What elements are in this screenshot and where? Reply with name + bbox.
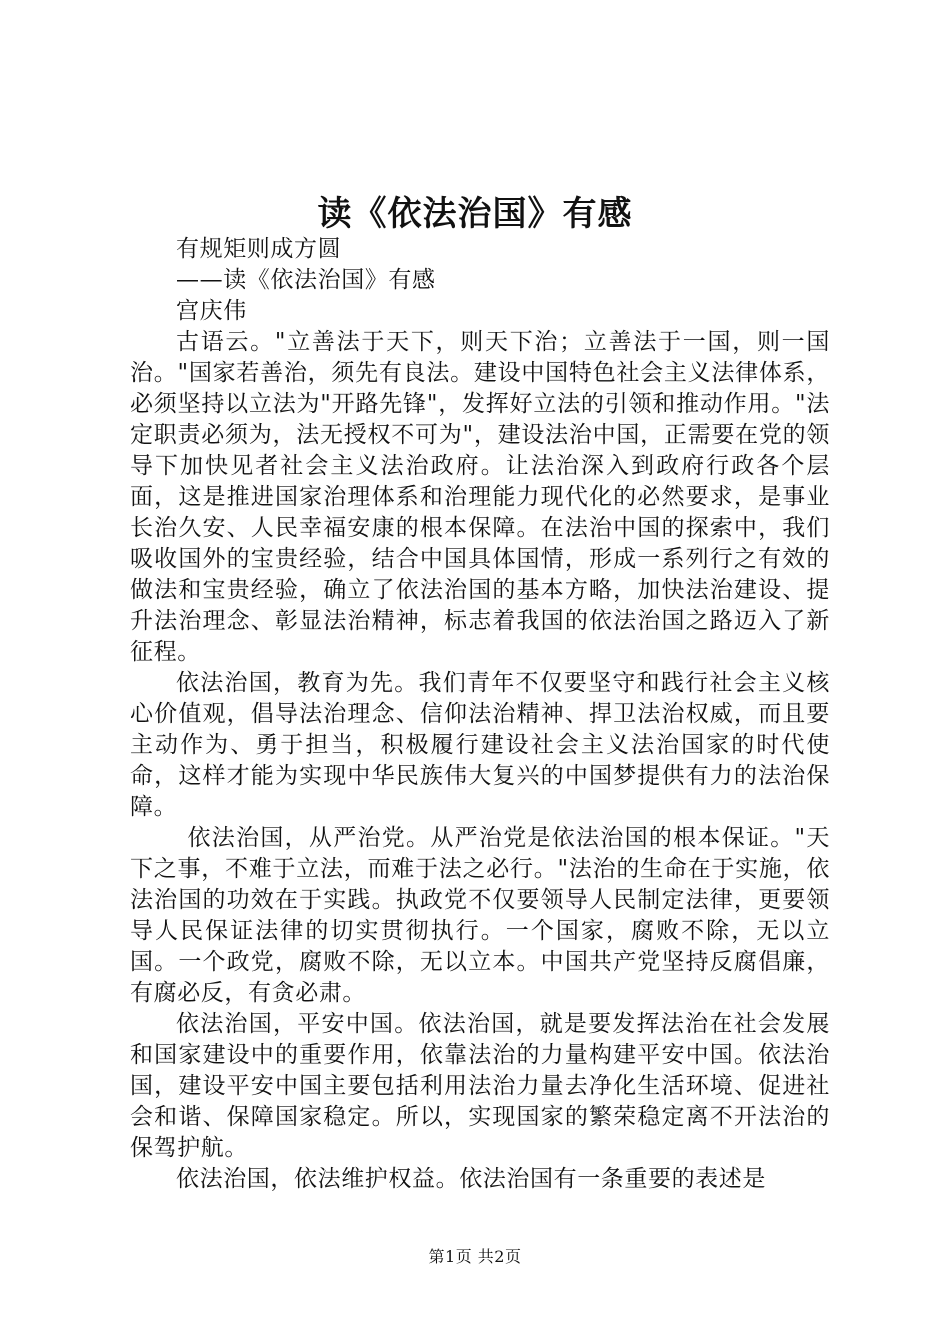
paragraph: 依法治国，教育为先。我们青年不仅要坚守和践行社会主义核心价值观，倡导法治理念、信仰法治精神、捍卫法治权威，而且要主动作为、勇于担当，积极履行建设社会主义法治国家的时代使命，这样才能为实现中华民族伟大复兴的中国梦提供有力的法治保障。: [130, 670, 830, 820]
paragraph: 依法治国，依法维护权益。依法治国有一条重要的表述是: [176, 1166, 766, 1192]
paragraph: 依法治国，从严治党。从严治党是依法治国的根本保证。"天下之事，不难于立法，而难于法之必行。"法治的生命在于实施，依法治国的功效在于实践。执政党不仅要领导人民制定法律，更要领导人民保证法律的切实贯彻执行。一个国家，腐败不除，无以立国。一个政党，腐败不除，无以立本。中国共产党坚持反腐倡廉，有腐必反，有贪必肃。: [130, 825, 830, 1006]
subtitle-line: 有规矩则成方圆: [176, 236, 342, 262]
document-title: 读《依法治国》有感: [317, 194, 633, 234]
document-body: [130, 234, 830, 1195]
subtitle-line: ——读《依法治国》有感: [176, 267, 436, 293]
paragraph: 古语云。"立善法于天下，则天下治；立善法于一国，则一国治。"国家若善治，须先有良法。建设中国特色社会主义法律体系，必须坚持以立法为"开路先锋"，发挥好立法的引领和推动作用。"法定职责必须为，法无授权不可为"，建设法治中国，正需要在党的领导下加快见者社会主义法治政府。让法治深入到政府行政各个层面，这是推进国家治理体系和治理能力现代化的必然要求，是事业长治久安、人民幸福安康的根本保障。在法治中国的探索中，我们吸收国外的宝贵经验，结合中国具体国情，形成一系列行之有效的做法和宝贵经验，确立了依法治国的基本方略，加快法治建设、提升法治理念、彰显法治精神，标志着我国的依法治国之路迈入了新征程。: [130, 329, 830, 665]
paragraph: 依法治国，平安中国。依法治国，就是要发挥法治在社会发展和国家建设中的重要作用，依靠法治的力量构建平安中国。依法治国，建设平安中国主要包括利用法治力量去净化生活环境、促进社会和谐、保障国家稳定。所以，实现国家的繁荣稳定离不开法治的保驾护航。: [130, 1011, 830, 1161]
author-name: 宫庆伟: [176, 298, 247, 324]
page-footer: 第1页 共2页: [428, 1247, 522, 1266]
